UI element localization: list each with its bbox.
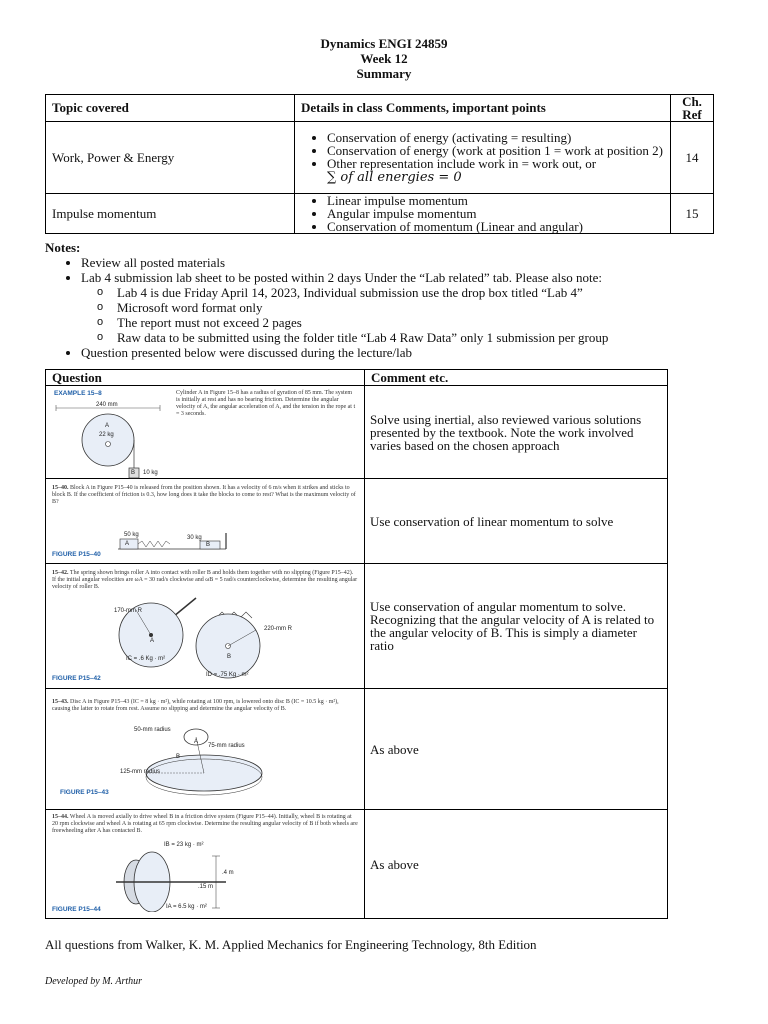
figure-label: B <box>131 470 136 476</box>
figure-label: 50 kg <box>124 532 139 538</box>
question-cell <box>46 689 365 810</box>
figure-label: IC = .6 Kg · m² <box>126 656 166 662</box>
figure-label: 30 kg <box>187 535 202 541</box>
figure-label: 170-mm R <box>114 608 143 614</box>
week-label: Week 12 <box>360 51 408 66</box>
question-row <box>46 689 668 810</box>
source-citation: All questions from Walker, K. M. Applied Mechanics for Engineering Technology, 8th Edition <box>45 937 537 952</box>
summary-table <box>45 94 714 234</box>
question-row <box>46 479 668 564</box>
list-item: • Conservation of energy (work at position 1 = work at position 2) <box>327 144 664 157</box>
question-text <box>52 485 358 506</box>
details-cell <box>295 122 671 194</box>
figure-label: ID = .75 Kg · m² <box>206 672 249 678</box>
figure-label: .15 m <box>198 884 214 890</box>
details-header: Details in class Comments, important points <box>295 95 671 122</box>
list-item: • Linear impulse momentum <box>327 194 664 207</box>
figure-label: B <box>176 754 181 760</box>
list-item: • Angular impulse momentum <box>327 207 664 220</box>
summary-row <box>46 194 714 234</box>
ch-ref-line1: Ch. <box>682 94 702 109</box>
question-image <box>46 564 364 688</box>
notes-sublist <box>81 285 745 345</box>
question-header: Question <box>46 370 365 386</box>
question-text: Cylinder A in Figure 15–8 has a radius of gyration of 85 mm. The system is initially at rest and has no bearing friction. Determine the angular velocity of A, the angular acceleration of A, and the tension in the rope at t = 3 seconds. <box>176 390 356 417</box>
figure-label: .4 m <box>222 870 234 876</box>
figure-label: A <box>194 739 199 745</box>
question-row <box>46 386 668 479</box>
developer-credit: Developed by M. Arthur <box>45 976 143 987</box>
note-item-text: Lab 4 submission lab sheet to be posted within 2 days Under the “Lab related” tab. Please also note: <box>81 270 602 285</box>
energy-equation: ∑ of all energies = 0 <box>327 170 462 185</box>
list-item-text: Other representation include work in = work out, or <box>327 156 597 171</box>
figure-label: 22 kg <box>99 432 114 438</box>
ch-ref-line2: Ref <box>682 107 702 122</box>
figure-label: B <box>206 542 211 548</box>
question-text <box>52 570 358 591</box>
figure-label: 220-mm R <box>264 626 293 632</box>
question-cell <box>46 386 365 479</box>
figure-label: 240 mm <box>96 402 118 408</box>
figure-caption: FIGURE P15–43 <box>60 789 109 796</box>
question-image <box>46 689 364 809</box>
question-table <box>45 369 668 919</box>
summary-header-row <box>46 95 714 122</box>
topic-cell: Impulse momentum <box>46 194 295 234</box>
figure-caption: FIGURE P15–40 <box>52 551 101 558</box>
question-image <box>46 386 364 478</box>
question-body: Block A in Figure P15–40 is released from the position shown. It has a velocity of 6 m/s when it strikes and sticks to block B. If the coefficient of friction is 0.3, how long does it take the blocks to come to rest? What is the maximum velocity of B? <box>52 485 356 505</box>
document-header <box>0 36 768 81</box>
comment-cell: Solve using inertial, also reviewed various solutions presented by the textbook. Note the work involved varies based on the chosen approach <box>365 386 668 479</box>
list-item: • Conservation of energy (activating = resulting) <box>327 131 664 144</box>
question-number: 15–42. <box>52 570 69 576</box>
figure-label: 50-mm radius <box>134 727 171 733</box>
figure-label: B <box>227 654 232 660</box>
comment-header: Comment etc. <box>365 370 668 386</box>
rollers-diagram <box>106 590 346 680</box>
figure-label: A <box>125 541 130 547</box>
comment-cell: Use conservation of linear momentum to solve <box>365 479 668 564</box>
figure-label: IB = 23 kg · m² <box>164 842 204 848</box>
comment-cell: Use conservation of angular momentum to solve. Recognizing that the angular velocity of A is related to the angular velocity of B. This is simply a diameter ratio <box>365 564 668 689</box>
summary-row <box>46 122 714 194</box>
notes-section <box>45 240 745 360</box>
question-number: 15–43. <box>52 699 69 705</box>
question-number: EXAMPLE 15–8 <box>54 390 102 397</box>
topic-cell: Work, Power & Energy <box>46 122 295 194</box>
notes-list <box>45 255 745 360</box>
summary-label: Summary <box>356 66 412 81</box>
note-subitem: o Lab 4 is due Friday April 14, 2023, Individual submission use the drop box titled “Lab 4” <box>117 285 745 300</box>
question-row <box>46 810 668 919</box>
question-cell <box>46 810 365 919</box>
figure-caption: FIGURE P15–44 <box>52 906 101 913</box>
question-number: 15–44. <box>52 814 69 820</box>
list-item: • Conservation of momentum (Linear and angular) <box>327 220 664 233</box>
course-title: Dynamics ENGI 24859 <box>320 36 448 51</box>
figure-label: IA = 6.5 kg · m² <box>166 904 207 910</box>
discs-diagram <box>106 725 306 805</box>
figure-label: 75-mm radius <box>208 743 245 749</box>
question-image <box>46 479 364 563</box>
question-text <box>52 814 358 835</box>
list-item <box>327 157 664 184</box>
figure-label: A <box>150 638 155 644</box>
question-header-row <box>46 370 668 386</box>
details-list <box>301 194 664 233</box>
details-list <box>301 131 664 184</box>
note-subitem: o Microsoft word format only <box>117 300 745 315</box>
note-subitem: o Raw data to be submitted using the folder title “Lab 4 Raw Data” only 1 submission per group <box>117 330 745 345</box>
ch-ref-header <box>671 95 714 122</box>
question-row <box>46 564 668 689</box>
ch-ref-cell: 14 <box>671 122 714 194</box>
question-body: The spring shown brings roller A into contact with roller B and holds them together with no slipping (Figure P15–42). If the initial angular velocities are ωA = 30 rad/s clockwise and ωB = 5 rad/s counterclockwise, determine the resulting angular velocity of roller B. <box>52 570 358 590</box>
details-cell <box>295 194 671 234</box>
friction-drive-diagram <box>106 842 236 912</box>
note-item: • Question presented below were discussed during the lecture/lab <box>81 345 745 360</box>
figure-label: 10 kg <box>143 470 158 476</box>
note-item: • Review all posted materials <box>81 255 745 270</box>
question-cell <box>46 479 365 564</box>
question-text <box>52 699 358 713</box>
ch-ref-cell: 15 <box>671 194 714 234</box>
question-cell <box>46 564 365 689</box>
question-body: Disc A in Figure P15–43 (IC = 8 kg · m²), while rotating at 100 rpm, is lowered onto disc B (IC = 10.5 kg · m²), causing the latter to rotate from rest. Assume no slipping and determine the angular velocity of B. <box>52 699 339 712</box>
question-number: 15–40. <box>52 485 69 491</box>
topic-header: Topic covered <box>46 95 295 122</box>
question-body: Wheel A is moved axially to drive wheel B in a friction drive system (Figure P15–44). Initially, wheel B is rotating at 20 rpm clockwise and wheel A is rotating at 65 rpm clockwise. Determine the resulting angular velocity of B if both wheels are freewheeling after A has contacted B. <box>52 814 358 834</box>
figure-label: A <box>105 423 110 429</box>
comment-cell: As above <box>365 689 668 810</box>
question-image <box>46 810 364 918</box>
note-item <box>81 270 745 345</box>
comment-cell: As above <box>365 810 668 919</box>
notes-heading: Notes: <box>45 240 81 255</box>
figure-label: 125-mm radius <box>120 769 161 775</box>
figure-caption: FIGURE P15–42 <box>52 675 101 682</box>
note-subitem: o The report must not exceed 2 pages <box>117 315 745 330</box>
